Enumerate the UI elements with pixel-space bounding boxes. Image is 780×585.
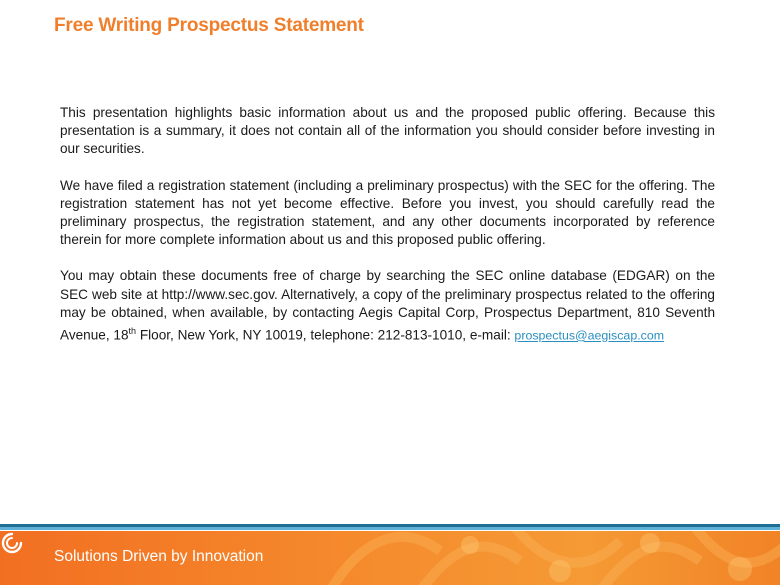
paragraph-obtain-documents xyxy=(60,267,715,344)
email-link[interactable]: prospectus@aegiscap.com xyxy=(514,328,665,343)
footer-tagline: Solutions Driven by Innovation xyxy=(54,548,264,565)
swirl-logo-icon xyxy=(0,531,24,555)
slide-title: Free Writing Prospectus Statement xyxy=(54,15,364,36)
slide-body xyxy=(60,104,715,363)
paragraph-text-a: You may obtain these documents free of charge by searching the SEC online database (EDGAR) on the SEC web site at http://www.sec.gov. Alternatively, a copy of the preliminary prospectus related to the offering may be obtained, when available, by contacting Aegis Capital Corp, Prospectus Department, 810 Seventh Avenue, 18 xyxy=(60,268,715,343)
footer-divider-light xyxy=(0,527,780,530)
paragraph-summary: This presentation highlights basic information about us and the proposed public offering. Because this presentation is a summary, it does not contain all of the information you should consider before investing in our securities. xyxy=(60,105,715,157)
paragraph-registration: We have filed a registration statement (including a preliminary prospectus) with the SEC for the offering. The registration statement has not yet become effective. Before you invest, you should carefully read the preliminary prospectus, the registration statement, and any other documents incorporated by reference therein for more complete information about us and this proposed public offering. xyxy=(60,177,715,248)
superscript-th: th xyxy=(128,326,137,337)
footer-band xyxy=(0,531,780,585)
paragraph-text-b: Floor, New York, NY 10019, telephone: 212-813-1010, e-mail: xyxy=(136,327,515,343)
